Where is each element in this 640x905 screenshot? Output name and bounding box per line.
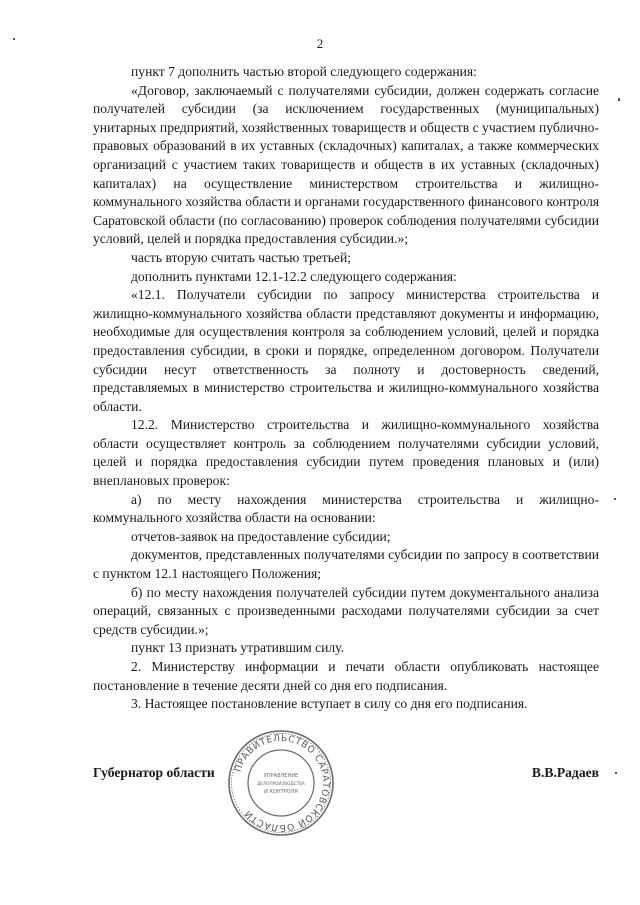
paragraph: 12.2. Министерство строительства и жилищно-коммунального хозяйства области осуществляет контроль за соблюдением получателями субсидии условий, целей и порядка предоставления субсидии путем проведения плановых и (или) внеплановых проверок: bbox=[93, 417, 599, 489]
paragraph: отчетов-заявок на предоставление субсидии; bbox=[131, 528, 391, 544]
page-number: 2 bbox=[316, 36, 324, 51]
document-body bbox=[93, 63, 599, 714]
paragraph: б) по месту нахождения получателей субсидии путем документального анализа операций, связанных с произведенными расходами получателями субсидии за счет средств субсидии.»; bbox=[93, 584, 599, 637]
paragraph: документов, представленных получателями субсидии по запросу в соответствии с пунктом 12.1 настоящего Положения; bbox=[93, 547, 599, 582]
signatory-position: Губернатор области bbox=[93, 765, 215, 780]
paragraph: 3. Настоящее постановление вступает в силу со дня его подписания. bbox=[131, 696, 528, 712]
scan-artifact bbox=[13, 38, 15, 40]
svg-text:ПРАВИТЕЛЬСТВО САРАТОВСКОЙ ОБЛА: ПРАВИТЕЛЬСТВО САРАТОВСКОЙ ОБЛАСТИ bbox=[232, 732, 332, 834]
svg-text:И КОНТРОЛЯ: И КОНТРОЛЯ bbox=[264, 789, 298, 795]
signature-block bbox=[93, 765, 599, 785]
paragraph: «12.1. Получатели субсидии по запросу министерства строительства и жилищно-коммунального хозяйства области представляют документы и информацию, необходимые для осуществления контроля за соблюдением условий, целей и порядка предоставления субсидии, в сроки и порядке, определенном договором. Получатели субсидии несут ответственность за полноту и достоверность сведений, представляемых в министерство строительства и жилищно-коммунального хозяйства области. bbox=[93, 287, 599, 414]
paragraph: а) по месту нахождения министерства строительства и жилищно-коммунального хозяйства области на основании: bbox=[93, 491, 599, 526]
svg-text:УПРАВЛЕНИЕ: УПРАВЛЕНИЕ bbox=[263, 773, 299, 779]
scan-artifact bbox=[618, 98, 620, 101]
paragraph: пункт 13 признать утратившим силу. bbox=[131, 640, 344, 656]
paragraph: «Договор, заключаемый с получателями субсидии, должен содержать согласие получателей субсидии (за исключением государственных (муниципальных) унитарных предприятий, хозяйственных товариществ и обществ с участием публично-правовых образований в их уставных (складочных) капиталах, а также коммерческих организаций с участием таких товариществ и обществ в их уставных (складочных) капиталах) на осуществление министерством строительства и жилищно-коммунального хозяйства области и органами государственного финансового контроля Саратовской области (по согласованию) проверок соблюдения получателями субсидии условий, целей и порядка предоставления субсидии.»; bbox=[93, 82, 599, 247]
signatory-name: В.В.Радаев bbox=[531, 765, 599, 780]
scan-artifact bbox=[614, 498, 616, 500]
svg-text:ДЕЛОПРОИЗВОДСТВА: ДЕЛОПРОИЗВОДСТВА bbox=[257, 781, 305, 786]
paragraph: дополнить пунктами 12.1-12.2 следующего содержания: bbox=[131, 268, 457, 284]
paragraph: часть вторую считать частью третьей; bbox=[131, 249, 352, 265]
scan-artifact bbox=[615, 772, 617, 774]
paragraph: пункт 7 дополнить частью второй следующего содержания: bbox=[131, 64, 477, 79]
paragraph: 2. Министерству информации и печати области опубликовать настоящее постановление в течение десяти дней со дня его подписания. bbox=[93, 659, 599, 693]
